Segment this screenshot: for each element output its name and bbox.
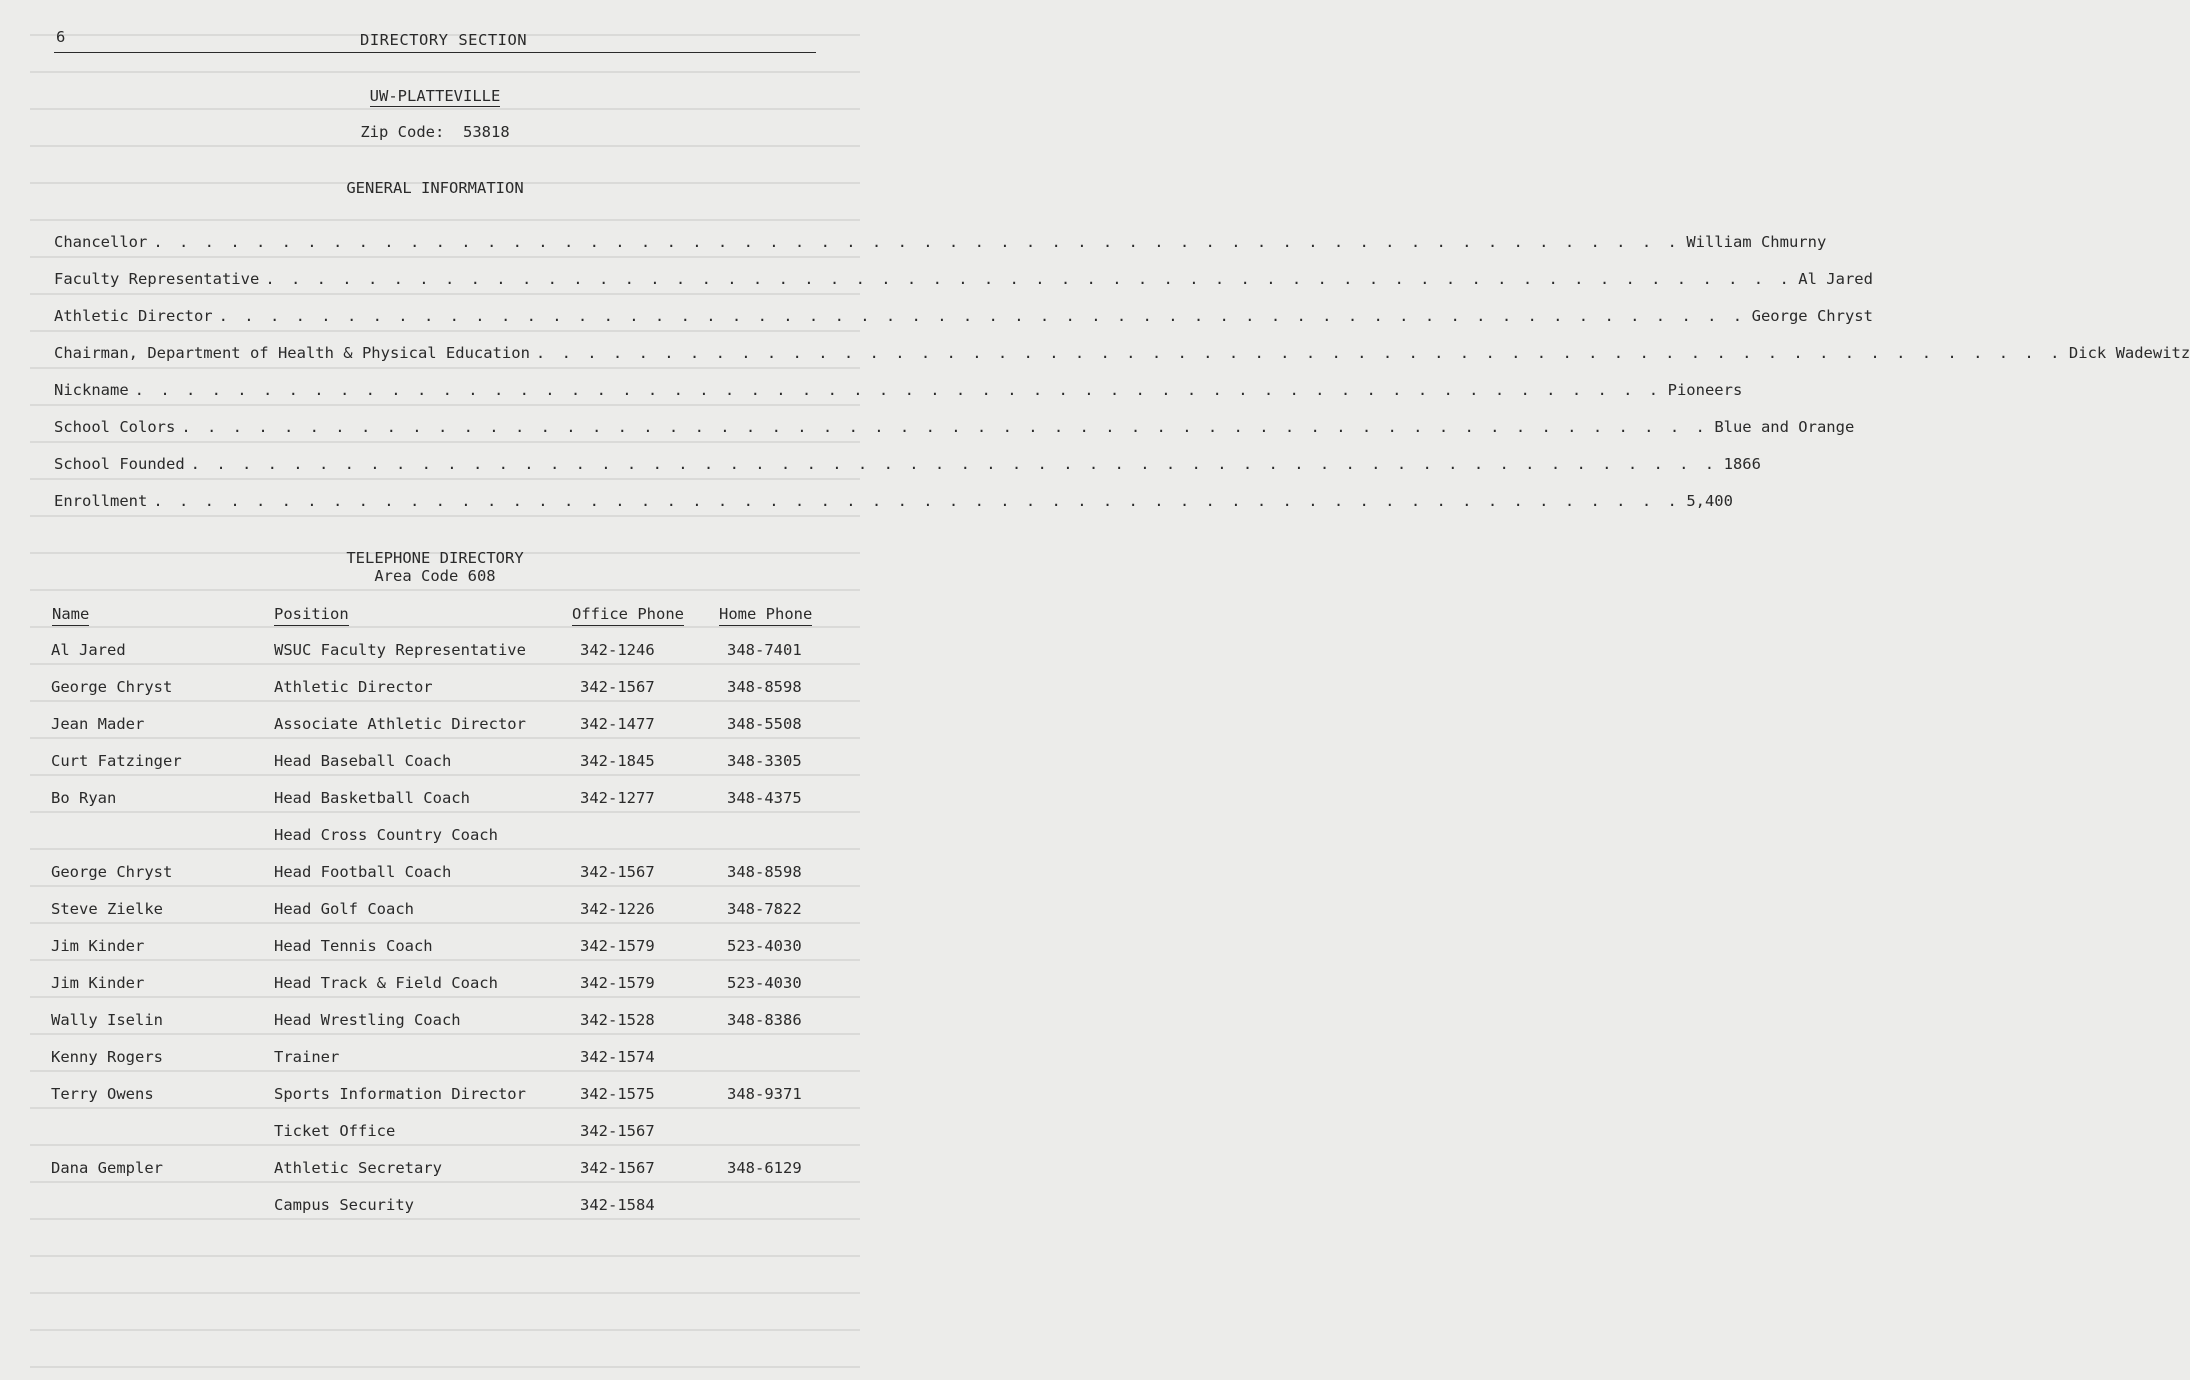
info-label: School Colors bbox=[54, 418, 176, 436]
info-value: Blue and Orange bbox=[1714, 418, 1855, 436]
info-label: Enrollment bbox=[54, 492, 148, 510]
entry-home-phone: 348-4375 bbox=[727, 789, 802, 807]
info-label: School Founded bbox=[54, 455, 185, 473]
column-header-name: Name bbox=[52, 605, 89, 626]
entry-position: Head Baseball Coach bbox=[274, 752, 452, 770]
dot-leader: . . . . . . . . . . . . . . . . . . . . . . . . . . . . . . . . . . . . . . . . . . . . . . . . . . . . . . . . . . . . bbox=[218, 307, 1746, 325]
directory-row bbox=[0, 1122, 869, 1146]
entry-name: George Chryst bbox=[51, 863, 173, 881]
directory-row bbox=[0, 678, 869, 702]
column-header-office-phone: Office Phone bbox=[572, 605, 684, 626]
entry-office-phone: 342-1584 bbox=[580, 1196, 655, 1214]
entry-office-phone: 342-1575 bbox=[580, 1085, 655, 1103]
entry-position: Head Wrestling Coach bbox=[274, 1011, 461, 1029]
page-header bbox=[54, 28, 816, 53]
info-value: William Chmurny bbox=[1686, 233, 1827, 251]
entry-home-phone: 348-8386 bbox=[727, 1011, 802, 1029]
info-label: Nickname bbox=[54, 381, 129, 399]
general-info-heading: GENERAL INFORMATION bbox=[346, 179, 524, 197]
entry-position: Ticket Office bbox=[274, 1122, 396, 1140]
entry-home-phone: 348-5508 bbox=[727, 715, 802, 733]
directory-row bbox=[0, 641, 869, 665]
entry-home-phone: 348-8598 bbox=[727, 863, 802, 881]
entry-name: Jim Kinder bbox=[51, 937, 145, 955]
entry-office-phone: 342-1579 bbox=[580, 974, 655, 992]
entry-office-phone: 342-1579 bbox=[580, 937, 655, 955]
entry-position: Athletic Director bbox=[274, 678, 433, 696]
info-label: Chairman, Department of Health & Physical Education bbox=[54, 344, 530, 362]
entry-office-phone: 342-1567 bbox=[580, 1122, 655, 1140]
entry-home-phone: 348-9371 bbox=[727, 1085, 802, 1103]
dot-leader: . . . . . . . . . . . . . . . . . . . . . . . . . . . . . . . . . . . . . . . . . . . . . . . . . . . . . . . . . . . . bbox=[535, 344, 2063, 362]
info-value: Pioneers bbox=[1667, 381, 1743, 399]
entry-position: Head Tennis Coach bbox=[274, 937, 433, 955]
info-value: 5,400 bbox=[1686, 492, 1733, 510]
dot-leader: . . . . . . . . . . . . . . . . . . . . . . . . . . . . . . . . . . . . . . . . . . . . . . . . . . . . . . . . . . . . bbox=[265, 270, 1793, 288]
info-value: 1866 bbox=[1723, 455, 1761, 473]
entry-office-phone: 342-1567 bbox=[580, 1159, 655, 1177]
entry-home-phone: 348-7401 bbox=[727, 641, 802, 659]
entry-office-phone: 342-1477 bbox=[580, 715, 655, 733]
entry-position: Campus Security bbox=[274, 1196, 414, 1214]
general-info-row bbox=[54, 307, 1873, 329]
entry-office-phone: 342-1574 bbox=[580, 1048, 655, 1066]
zip-code: Zip Code: 53818 bbox=[360, 123, 510, 141]
entry-home-phone: 348-3305 bbox=[727, 752, 802, 770]
dot-leader: . . . . . . . . . . . . . . . . . . . . . . . . . . . . . . . . . . . . . . . . . . . . . . . . . . . . . . . . . . . . bbox=[153, 233, 1681, 251]
entry-office-phone: 342-1226 bbox=[580, 900, 655, 918]
directory-row bbox=[0, 937, 869, 961]
directory-row bbox=[0, 900, 869, 924]
entry-position: Head Basketball Coach bbox=[274, 789, 470, 807]
directory-row bbox=[0, 789, 869, 813]
entry-name: Jim Kinder bbox=[51, 974, 145, 992]
general-info-row bbox=[54, 455, 1761, 477]
entry-name: Al Jared bbox=[51, 641, 126, 659]
entry-name: Terry Owens bbox=[51, 1085, 154, 1103]
entry-position: Associate Athletic Director bbox=[274, 715, 526, 733]
general-info-row bbox=[54, 233, 1827, 255]
entry-name: Curt Fatzinger bbox=[51, 752, 182, 770]
directory-row bbox=[0, 826, 869, 850]
entry-position: Sports Information Director bbox=[274, 1085, 526, 1103]
area-code: Area Code 608 bbox=[374, 567, 496, 585]
entry-home-phone: 348-6129 bbox=[727, 1159, 802, 1177]
dot-leader: . . . . . . . . . . . . . . . . . . . . . . . . . . . . . . . . . . . . . . . . . . . . . . . . . . . . . . . . . . . . bbox=[153, 492, 1681, 510]
directory-row bbox=[0, 1011, 869, 1035]
info-value: Al Jared bbox=[1798, 270, 1873, 288]
info-value: George Chryst bbox=[1751, 307, 1873, 325]
entry-home-phone: 523-4030 bbox=[727, 937, 802, 955]
entry-position: Athletic Secretary bbox=[274, 1159, 442, 1177]
info-label: Athletic Director bbox=[54, 307, 213, 325]
entry-home-phone: 348-8598 bbox=[727, 678, 802, 696]
entry-position: WSUC Faculty Representative bbox=[274, 641, 526, 659]
general-info-row bbox=[54, 344, 2190, 366]
entry-home-phone: 523-4030 bbox=[727, 974, 802, 992]
entry-name: Kenny Rogers bbox=[51, 1048, 163, 1066]
directory-row bbox=[0, 1196, 869, 1220]
general-info-row bbox=[54, 492, 1733, 514]
directory-row bbox=[0, 1048, 869, 1072]
general-info-row bbox=[54, 418, 1855, 440]
school-name: UW-PLATTEVILLE bbox=[369, 87, 501, 105]
general-info-row bbox=[54, 270, 1873, 292]
entry-office-phone: 342-1246 bbox=[580, 641, 655, 659]
entry-name: Bo Ryan bbox=[51, 789, 117, 807]
directory-row bbox=[0, 1085, 869, 1109]
entry-office-phone: 342-1528 bbox=[580, 1011, 655, 1029]
column-header-position: Position bbox=[274, 605, 349, 626]
directory-row bbox=[0, 752, 869, 776]
entry-name: Dana Gempler bbox=[51, 1159, 163, 1177]
entry-office-phone: 342-1567 bbox=[580, 678, 655, 696]
entry-home-phone: 348-7822 bbox=[727, 900, 802, 918]
section-title: DIRECTORY SECTION bbox=[360, 31, 528, 49]
general-info-row bbox=[54, 381, 1743, 403]
entry-position: Head Track & Field Coach bbox=[274, 974, 498, 992]
entry-office-phone: 342-1845 bbox=[580, 752, 655, 770]
page-number: 6 bbox=[56, 28, 66, 46]
entry-position: Head Football Coach bbox=[274, 863, 452, 881]
entry-name: George Chryst bbox=[51, 678, 173, 696]
directory-row bbox=[0, 863, 869, 887]
directory-row bbox=[0, 1159, 869, 1183]
dot-leader: . . . . . . . . . . . . . . . . . . . . . . . . . . . . . . . . . . . . . . . . . . . . . . . . . . . . . . . . . . . . bbox=[134, 381, 1662, 399]
directory-row bbox=[0, 974, 869, 998]
entry-position: Head Cross Country Coach bbox=[274, 826, 498, 844]
column-header-home-phone: Home Phone bbox=[719, 605, 812, 626]
dot-leader: . . . . . . . . . . . . . . . . . . . . . . . . . . . . . . . . . . . . . . . . . . . . . . . . . . . . . . . . . . . . bbox=[190, 455, 1718, 473]
entry-name: Steve Zielke bbox=[51, 900, 163, 918]
info-value: Dick Wadewitz bbox=[2068, 344, 2190, 362]
entry-name: Wally Iselin bbox=[51, 1011, 163, 1029]
entry-position: Trainer bbox=[274, 1048, 340, 1066]
directory-row bbox=[0, 715, 869, 739]
entry-name: Jean Mader bbox=[51, 715, 145, 733]
info-label: Faculty Representative bbox=[54, 270, 260, 288]
dot-leader: . . . . . . . . . . . . . . . . . . . . . . . . . . . . . . . . . . . . . . . . . . . . . . . . . . . . . . . . . . . . bbox=[181, 418, 1709, 436]
info-label: Chancellor bbox=[54, 233, 148, 251]
school-name-line bbox=[54, 87, 816, 105]
entry-position: Head Golf Coach bbox=[274, 900, 414, 918]
entry-office-phone: 342-1567 bbox=[580, 863, 655, 881]
entry-office-phone: 342-1277 bbox=[580, 789, 655, 807]
telephone-directory-heading: TELEPHONE DIRECTORY bbox=[346, 549, 524, 567]
